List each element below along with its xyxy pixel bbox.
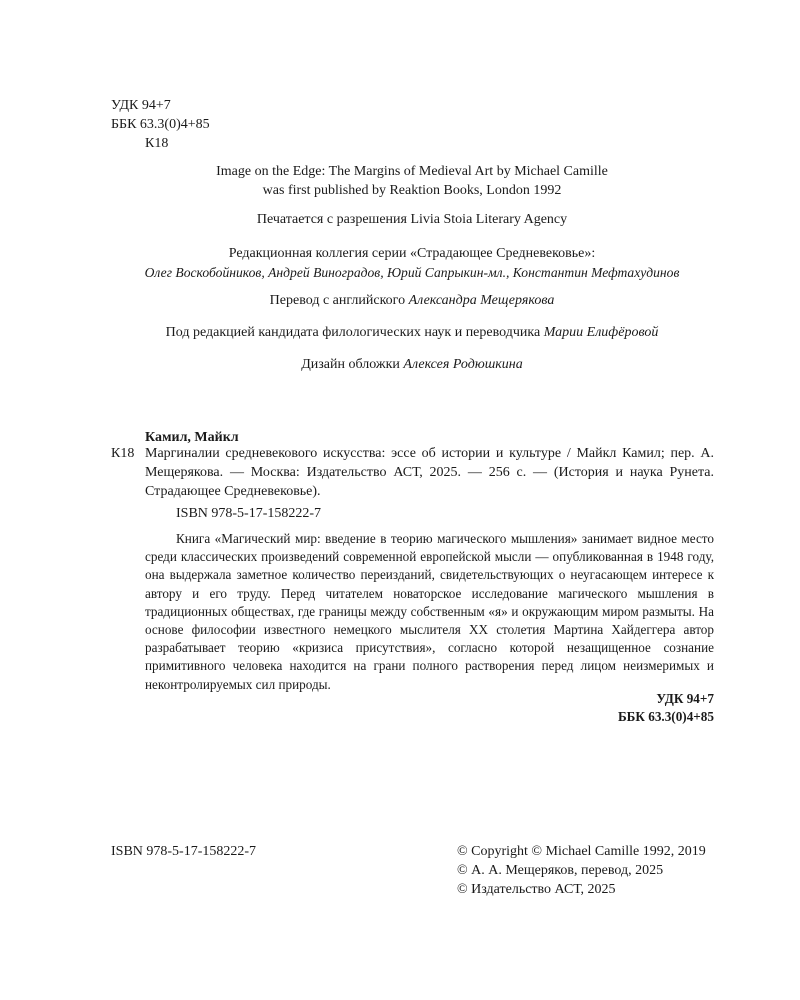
editorial-board [100,244,724,282]
bibliography-sign: К18 [111,446,135,461]
original-edition-note [100,162,724,200]
cover-design-credit [100,355,724,374]
cover-designer-name: Алексея Родюшкина [403,357,523,372]
classification-codes [111,96,210,153]
translator-name: Александра Мещерякова [408,293,555,308]
annotation-bbk: ББК 63.3(0)4+85 [617,709,714,724]
annotation-udk: УДК 94+7 [656,691,714,706]
bibliography-description: Маргиналии средневекового искусства: эссе об истории и культуре / Майкл Камил; пер. А. Мещерякова. — Москва: Издательство АСТ, 2025. — 256 с. — (История и наука Рунета. Страдающее Средневековье). [145,446,714,499]
editorial-board-label: Редакционная коллегия серии «Страдающее Средневековье»: [228,246,596,261]
footer-isbn: ISBN 978-5-17-158222-7 [111,844,257,859]
annotation: Книга «Магический мир: введение в теорию магического мышления» занимает видное место среди классических произведений современной европейской мысли — опубликованная в 1948 году, она выдержала заметное количество переизданий, свидетельствующих о неугасающем интересе к автору и его труду. Перед читателем новаторское исследование магического мышления в традиционных обществах, где границы между собственным «я» и окружающим миром размыты. На основе философии известного немецкого мыслителя XX столетия Мартина Хайдеггера автор разрабатывает теорию «кризиса присутствия», согласно которой незащищенное сознание примитивного человека находится на грани полного растворения перед лицом неизмеримых и неконтролируемых сил природы. [145,531,714,692]
copyright-block [457,842,706,899]
copyright-translation: © А. А. Мещеряков, перевод, 2025 [457,863,664,878]
editor-name: Марии Елифёровой [543,325,659,340]
cover-design-label: Дизайн обложки [301,357,400,372]
translation-credit [100,291,724,310]
bbk-code: ББК 63.3(0)4+85 [111,117,210,132]
annotation-codes [618,690,714,726]
original-title-line: Image on the Edge: The Margins of Medieval Art by Michael Camille [216,164,608,179]
copyright-publisher: © Издательство АСТ, 2025 [457,882,616,897]
bibliography-author: Камил, Майкл [145,430,239,445]
copyright-original: © Copyright © Michael Camille 1992, 2019 [457,844,706,859]
bibliography-isbn: ISBN 978-5-17-158222-7 [176,506,322,521]
editorial-board-members: Олег Воскобойников, Андрей Виноградов, Юрий Сапрыкин-мл., Константин Мефтахудинов [144,265,680,280]
original-publisher-line: was first published by Reaktion Books, London 1992 [262,183,562,198]
permission-note: Печатается с разрешения Livia Stoia Literary Agency [256,212,568,227]
editor-credit [100,323,724,342]
editor-label: Под редакцией кандидата филологических наук и переводчика [165,325,541,340]
udk-code: УДК 94+7 [111,98,171,113]
translation-label: Перевод с английского [269,293,406,308]
author-sign: К18 [145,136,169,151]
